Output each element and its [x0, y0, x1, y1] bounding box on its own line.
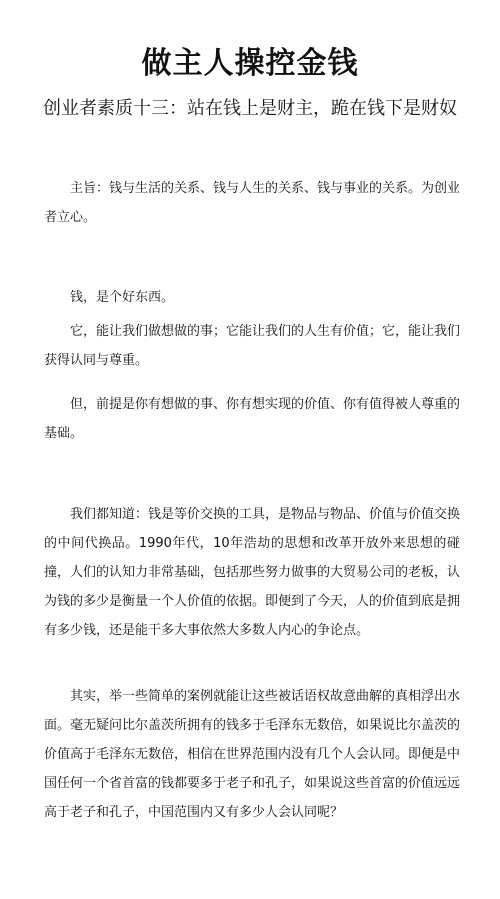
page-subtitle: 创业者素质十三：站在钱上是财主，跪在钱下是财奴: [43, 98, 457, 119]
paragraph-premise: 但，前提是你有想做的事、你有想实现的价值、你有值得被人尊重的基础。: [44, 397, 461, 441]
paragraph-examples: 其实，举一些简单的案例就能让这些被话语权故意曲解的真相浮出水面。毫无疑问比尔盖茨所拥有的钱多于毛泽东无数倍，如果说比尔盖茨的价值高于毛泽东无数倍，相信在世界范围内没有几个人会认同。即便是中国任何一个省首富的钱都要多于老子和孔子，如果说这些首富的价值远远高于老子和孔子，中国范围内又有多少人会认同呢？: [44, 689, 461, 820]
paragraph-money-abilities: 它，能让我们做想做的事；它能让我们的人生有价值；它，能让我们获得认同与尊重。: [44, 324, 461, 368]
paragraph-exchange: 我们都知道：钱是等价交换的工具，是物品与物品、价值与价值交换的中间代换品。1990年代，10年浩劫的思想和改革开放外来思想的碰撞，人们的认知力非常基础，包括那些努力做事的大贸易公司的老板，认为钱的多少是衡量一个人价值的依据。即便到了今天，人的价值到底是拥有多少钱，还是能干多大事依然大多数人内心的争论点。: [44, 507, 461, 638]
page-title: 做主人操控金钱: [141, 46, 359, 81]
paragraph-summary: 主旨：钱与生活的关系、钱与人生的关系、钱与事业的关系。为创业者立心。: [44, 181, 461, 225]
paragraph-money-good: 钱，是个好东西。: [70, 290, 175, 305]
